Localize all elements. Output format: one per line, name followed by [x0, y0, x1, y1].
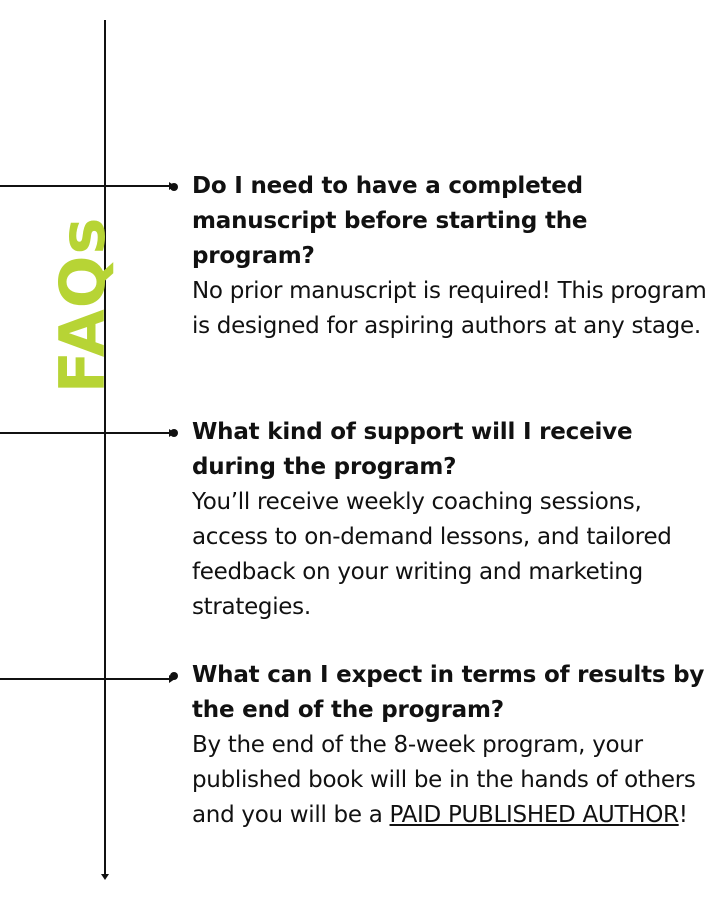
bullet-icon — [170, 183, 178, 191]
faq-question: What can I expect in terms of results by the end of the program? — [192, 662, 705, 723]
paid-published-author-emphasis: PAID PUBLISHED AUTHOR — [389, 802, 679, 828]
timeline-vertical-line — [104, 20, 106, 878]
bullet-icon — [170, 429, 178, 437]
faq-question: What kind of support will I receive during the program? — [192, 419, 633, 480]
faqs-heading: FAQs — [46, 216, 119, 394]
faq-answer: No prior manuscript is required! This program is designed for aspiring authors at any stage. — [192, 278, 707, 339]
faq-answer: You’ll receive weekly coaching sessions, access to on-demand lessons, and tailored feedback on your writing and marketing strategies. — [192, 489, 672, 620]
timeline-connector-2 — [0, 432, 170, 434]
faq-answer-punctuation: ! — [678, 802, 688, 828]
faq-item-2 — [170, 415, 710, 625]
faq-question: Do I need to have a completed manuscript before starting the program? — [192, 173, 588, 269]
timeline-arrow-down-icon — [101, 874, 109, 880]
faq-item-3 — [170, 658, 710, 833]
faq-answer — [192, 728, 710, 833]
faq-answer-text: By the end of the 8-week program, your published book will be in the hands of others and you will be a — [192, 732, 696, 828]
faq-item-1 — [170, 169, 710, 344]
timeline-connector-1 — [0, 185, 170, 187]
timeline-connector-3 — [0, 678, 170, 680]
bullet-icon — [170, 672, 178, 680]
